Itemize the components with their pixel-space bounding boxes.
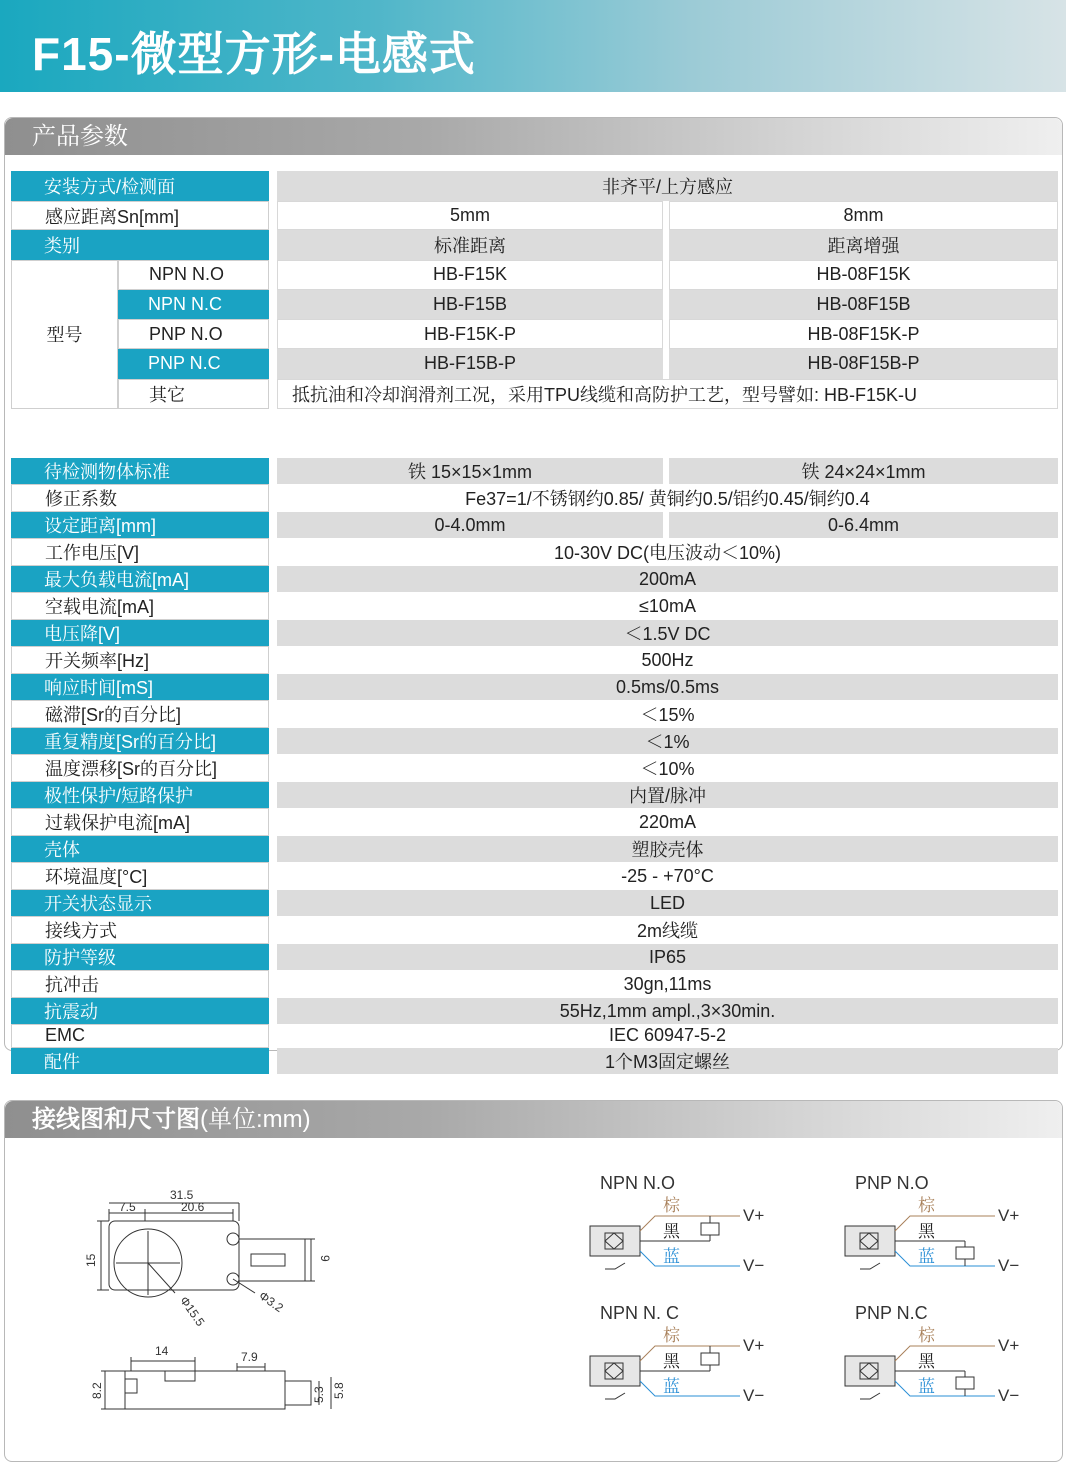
- table-row: [11, 862, 1058, 890]
- table-row: [11, 260, 1058, 290]
- spec-label: 重复精度[Sr的百分比]: [11, 728, 269, 754]
- spec-value: ≤10mA: [277, 592, 1058, 620]
- blue-wire: [640, 1381, 740, 1396]
- model-type: PNP N.O: [118, 319, 269, 349]
- spec-value: 55Hz,1mm ampl.,3×30min.: [277, 998, 1058, 1024]
- distance-value: 8mm: [669, 201, 1058, 231]
- model-value: HB-F15B: [277, 290, 663, 320]
- spec-value: 500Hz: [277, 646, 1058, 674]
- table-row: [11, 458, 1058, 484]
- spec-value: 塑胶壳体: [277, 836, 1058, 862]
- table-row: [11, 230, 1058, 260]
- spec-label: 待检测物体标准: [11, 458, 269, 484]
- dim-total-width: 31.5: [170, 1188, 194, 1202]
- black-label: 黑: [663, 1352, 680, 1371]
- dim-cable-h1: 5.3: [312, 1386, 326, 1403]
- sensor-box: [845, 1226, 895, 1256]
- title-banner: [0, 0, 1066, 92]
- category-label: 类别: [11, 230, 269, 260]
- vplus-label: V+: [743, 1206, 765, 1225]
- wiring-title: NPN N.O: [600, 1173, 676, 1193]
- wiring-heading-unit: (单位:mm): [200, 1106, 311, 1133]
- table-row: [11, 700, 1058, 728]
- table-row: [11, 538, 1058, 566]
- spec-label: 抗冲击: [11, 970, 269, 998]
- model-value: HB-F15B-P: [277, 349, 663, 379]
- page-title: F15-微型方形-电感式: [32, 28, 476, 80]
- table-row: [11, 512, 1058, 538]
- spec-value: 10-30V DC(电压波动＜10%): [277, 538, 1058, 566]
- vplus-label: V+: [998, 1206, 1020, 1225]
- table-row: [11, 944, 1058, 970]
- spec-label: 电压降[V]: [11, 620, 269, 646]
- spec-value: 0-6.4mm: [669, 512, 1058, 538]
- other-label: 其它: [118, 379, 269, 409]
- brown-label: 棕: [918, 1326, 935, 1345]
- dim-side-step: 7.9: [241, 1350, 258, 1364]
- spec-value: 1个M3固定螺丝: [277, 1048, 1058, 1074]
- spec-value: 0-4.0mm: [277, 512, 663, 538]
- spec-label: 磁滞[Sr的百分比]: [11, 700, 269, 728]
- load: [701, 1353, 719, 1365]
- spec-label: 温度漂移[Sr的百分比]: [11, 754, 269, 782]
- spec-label: 开关状态显示: [11, 890, 269, 916]
- model-value: HB-F15K: [277, 260, 663, 290]
- spec-label: 过载保护电流[mA]: [11, 808, 269, 836]
- vminus-label: V−: [998, 1256, 1020, 1275]
- table-row: [11, 836, 1058, 862]
- black-label: 黑: [918, 1352, 935, 1371]
- dim-cable-width: 9: [318, 1255, 332, 1262]
- vminus-label: V−: [998, 1386, 1020, 1405]
- model-type: NPN N.C: [118, 290, 269, 320]
- category-value: 标准距离: [277, 230, 663, 260]
- black-label: 黑: [918, 1222, 935, 1241]
- model-value: HB-08F15B: [669, 290, 1058, 320]
- spec-label: 设定距离[mm]: [11, 512, 269, 538]
- vminus-label: V−: [743, 1256, 765, 1275]
- spec-label: 开关频率[Hz]: [11, 646, 269, 674]
- blue-label: 蓝: [918, 1247, 935, 1266]
- black-label: 黑: [663, 1222, 680, 1241]
- blue-label: 蓝: [918, 1377, 935, 1396]
- table-row: [11, 319, 1058, 349]
- sensor-top-view: [109, 1221, 239, 1290]
- model-label: 型号: [11, 260, 118, 408]
- spec-value: 2m线缆: [277, 916, 1058, 944]
- blue-wire: [895, 1251, 995, 1266]
- table-row: [11, 1048, 1058, 1074]
- table-row: [11, 998, 1058, 1024]
- params-heading: 产品参数: [5, 118, 1062, 155]
- wiring-title: PNP N.O: [855, 1173, 929, 1193]
- spec-label: 工作电压[V]: [11, 538, 269, 566]
- blue-wire: [640, 1251, 740, 1266]
- table-row: [11, 728, 1058, 754]
- params-panel: [4, 117, 1063, 1072]
- spec-label: 响应时间[mS]: [11, 674, 269, 700]
- spec-label: 接线方式: [11, 916, 269, 944]
- spec-table: [11, 458, 1058, 1074]
- dim-hole-spacing: 20.6: [181, 1200, 205, 1214]
- dim-left-offset: 7.5: [119, 1200, 136, 1214]
- table-row: [11, 566, 1058, 592]
- model-value: HB-08F15K: [669, 260, 1058, 290]
- distance-label: 感应距离Sn[mm]: [11, 201, 269, 231]
- model-table: [11, 171, 1058, 409]
- dim-height: 15: [84, 1253, 98, 1267]
- table-row: [11, 808, 1058, 836]
- brown-label: 棕: [663, 1196, 680, 1215]
- table-row: [11, 646, 1058, 674]
- model-value: HB-08F15K-P: [669, 319, 1058, 349]
- table-row: [11, 620, 1058, 646]
- spec-value: ＜10%: [277, 754, 1058, 782]
- mount-hole: [227, 1233, 239, 1245]
- wiring-title: NPN N. C: [600, 1303, 680, 1323]
- blue-label: 蓝: [663, 1247, 680, 1266]
- load: [701, 1223, 719, 1235]
- spec-label: 环境温度[°C]: [11, 862, 269, 890]
- table-row: [11, 290, 1058, 320]
- dim-side-length: 14: [155, 1344, 169, 1358]
- table-row: [11, 916, 1058, 944]
- spec-value: 0.5ms/0.5ms: [277, 674, 1058, 700]
- model-value: HB-08F15B-P: [669, 349, 1058, 379]
- spec-label: 空载电流[mA]: [11, 592, 269, 620]
- wiring-heading: [5, 1101, 1062, 1138]
- distance-value: 5mm: [277, 201, 663, 231]
- install-label: 安装方式/检测面: [11, 171, 269, 201]
- switch-symbol: [605, 1263, 625, 1269]
- dimension-drawing: [75, 1181, 375, 1441]
- spec-label: 修正系数: [11, 484, 269, 512]
- model-type: PNP N.C: [118, 349, 269, 379]
- sensor-side-view: [125, 1371, 285, 1409]
- table-row: [11, 171, 1058, 201]
- category-value: 距离增强: [669, 230, 1058, 260]
- switch-symbol: [860, 1393, 880, 1399]
- switch-symbol: [860, 1263, 880, 1269]
- spec-label: 抗震动: [11, 998, 269, 1024]
- install-value: 非齐平/上方感应: [277, 171, 1058, 201]
- load: [956, 1377, 974, 1389]
- spec-value: ＜15%: [277, 700, 1058, 728]
- vminus-label: V−: [743, 1386, 765, 1405]
- table-row: [11, 592, 1058, 620]
- blue-wire: [895, 1381, 995, 1396]
- spec-value: LED: [277, 890, 1058, 916]
- blue-label: 蓝: [663, 1377, 680, 1396]
- switch-symbol: [605, 1393, 625, 1399]
- wiring-diagrams: [585, 1161, 1055, 1451]
- spec-value: IP65: [277, 944, 1058, 970]
- spec-label: 壳体: [11, 836, 269, 862]
- spec-value: 30gn,11ms: [277, 970, 1058, 998]
- spec-label: 防护等级: [11, 944, 269, 970]
- cable-outlet: [239, 1239, 305, 1281]
- brown-label: 棕: [918, 1196, 935, 1215]
- wiring-heading-title: 接线图和尺寸图: [32, 1106, 200, 1133]
- vplus-label: V+: [743, 1336, 765, 1355]
- table-row: [11, 970, 1058, 998]
- table-row: [11, 754, 1058, 782]
- brown-wire: [640, 1216, 740, 1231]
- model-value: HB-F15K-P: [277, 319, 663, 349]
- brown-wire: [640, 1346, 740, 1361]
- spec-value: 铁 24×24×1mm: [669, 458, 1058, 484]
- spec-value: IEC 60947-5-2: [277, 1024, 1058, 1048]
- load: [956, 1247, 974, 1259]
- dim-hole-dia: Φ3.2: [256, 1288, 286, 1316]
- sensor-box: [590, 1226, 640, 1256]
- sensor-box: [590, 1356, 640, 1386]
- model-type: NPN N.O: [118, 260, 269, 290]
- table-row: [11, 379, 1058, 409]
- spec-value: ＜1%: [277, 728, 1058, 754]
- brown-wire: [895, 1346, 995, 1361]
- table-row: [11, 1024, 1058, 1048]
- table-row: [11, 674, 1058, 700]
- other-value: 抵抗油和冷却润滑剂工况，采用TPU线缆和高防护工艺，型号譬如: HB-F15K-U: [277, 379, 1058, 409]
- wiring-title: PNP N.C: [855, 1303, 928, 1323]
- spec-label: 极性保护/短路保护: [11, 782, 269, 808]
- spec-value: 200mA: [277, 566, 1058, 592]
- table-row: [11, 890, 1058, 916]
- brown-label: 棕: [663, 1326, 680, 1345]
- spec-label: EMC: [11, 1024, 269, 1048]
- spec-value: Fe37=1/不锈钢约0.85/ 黄铜约0.5/铝约0.45/铜约0.4: [277, 484, 1058, 512]
- spec-label: 配件: [11, 1048, 269, 1074]
- table-row: [11, 782, 1058, 808]
- spec-value: ＜1.5V DC: [277, 620, 1058, 646]
- wiring-panel: [4, 1100, 1063, 1462]
- spec-value: 内置/脉冲: [277, 782, 1058, 808]
- sensor-box: [845, 1356, 895, 1386]
- brown-wire: [895, 1216, 995, 1231]
- dim-cable-h2: 5.8: [332, 1382, 346, 1399]
- spec-value: 铁 15×15×1mm: [277, 458, 663, 484]
- spec-value: 220mA: [277, 808, 1058, 836]
- dim-sensing-dia: Φ15.5: [177, 1293, 208, 1329]
- cable-side: [285, 1381, 311, 1405]
- table-row: [11, 484, 1058, 512]
- table-row: [11, 349, 1058, 379]
- spec-label: 最大负载电流[mA]: [11, 566, 269, 592]
- spec-value: -25 - +70°C: [277, 862, 1058, 890]
- table-row: [11, 201, 1058, 231]
- vplus-label: V+: [998, 1336, 1020, 1355]
- dim-side-height: 8.2: [90, 1382, 104, 1399]
